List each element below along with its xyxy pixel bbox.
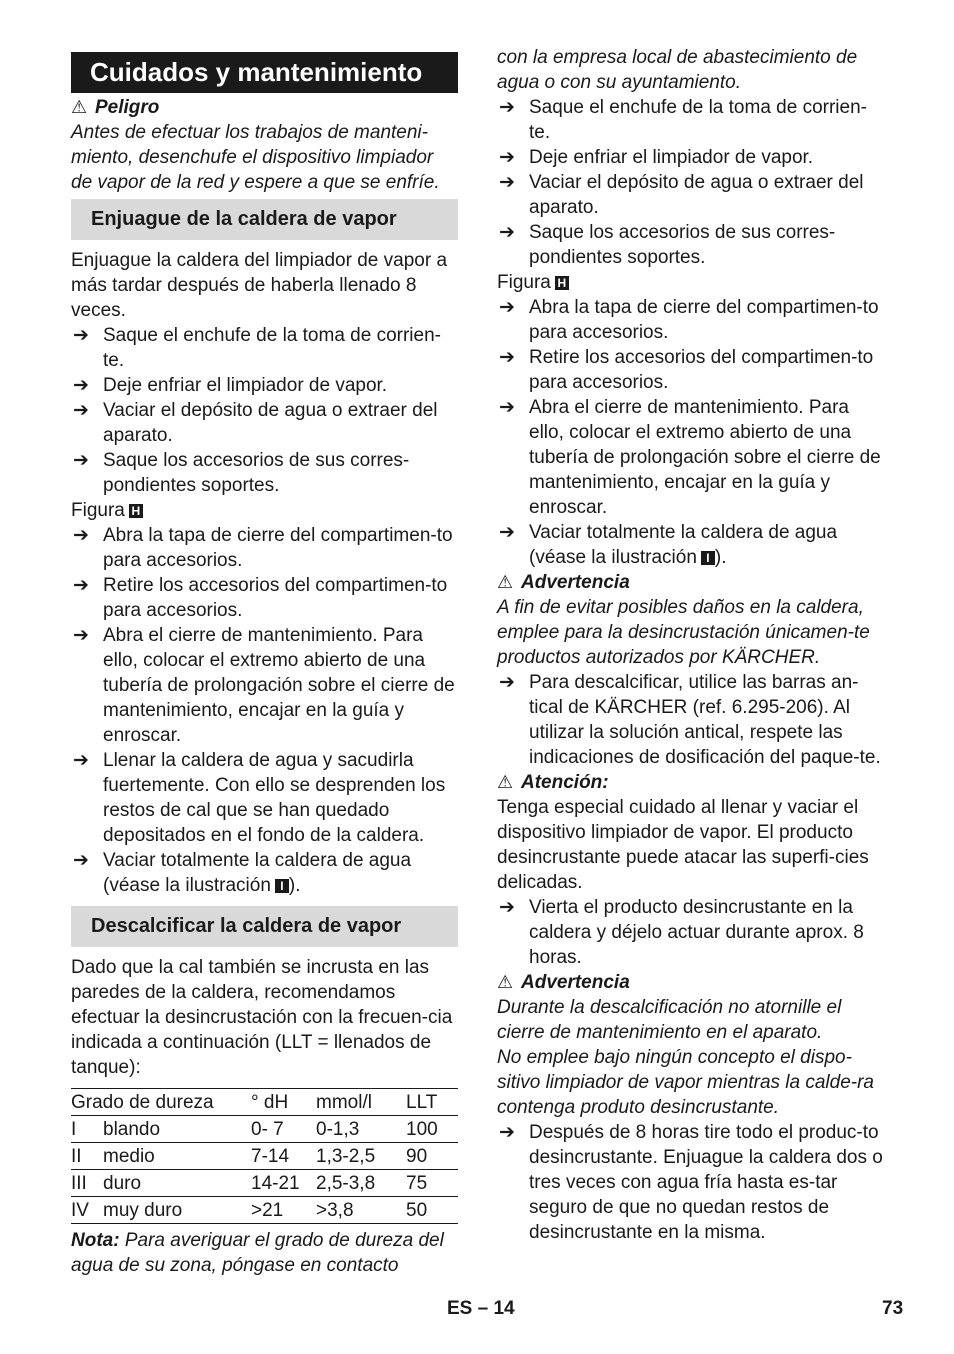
list-item: ➔ Abra el cierre de mantenimiento. Para ello, colocar el extremo abierto de una tubería de prolongación sobre el cierre de mantenimiento, encajar en la guía y enroscar. bbox=[73, 625, 455, 746]
left-column bbox=[71, 45, 458, 1278]
arrow-right-icon: ➔ bbox=[499, 97, 515, 118]
section-intro-descalcificar: Dado que la cal también se incrusta en las paredes de la caldera, recomendamos efectuar la desincrustación con la frecuen-cia indicada a continuación (LLT = llenados de tanque): bbox=[71, 957, 453, 1078]
warning-triangle-icon: ⚠ bbox=[71, 97, 88, 117]
arrow-right-icon: ➔ bbox=[499, 297, 515, 318]
table-row bbox=[71, 1170, 458, 1197]
warning-triangle-icon: ⚠ bbox=[497, 972, 514, 992]
arrow-right-icon: ➔ bbox=[73, 400, 89, 421]
warning-peligro-text: Antes de efectuar los trabajos de manteni-miento, desenchufe el dispositivo limpiador de vapor de la red y espere a que se enfríe. bbox=[71, 122, 440, 193]
arrow-right-icon: ➔ bbox=[499, 222, 515, 243]
table-cell: blando bbox=[103, 1116, 251, 1143]
arrow-right-icon: ➔ bbox=[73, 450, 89, 471]
steps-list-b bbox=[71, 523, 458, 898]
list-item: ➔ Saque el enchufe de la toma de corrien-te. bbox=[73, 325, 441, 371]
list-item: ➔ Abra el cierre de mantenimiento. Para ello, colocar el extremo abierto de una tubería de prolongación sobre el cierre de mantenimiento, encajar en la guía y enroscar. bbox=[499, 397, 881, 518]
table-row bbox=[71, 1143, 458, 1170]
footer-section-page: ES – 14 bbox=[447, 1298, 515, 1319]
figure-ref-badge: I bbox=[701, 551, 715, 565]
table-cell: II bbox=[71, 1143, 103, 1170]
arrow-right-icon: ➔ bbox=[73, 375, 89, 396]
arrow-right-icon: ➔ bbox=[499, 522, 515, 543]
figure-label: Figura H bbox=[71, 498, 458, 523]
table-cell: >21 bbox=[251, 1197, 316, 1224]
table-cell: muy duro bbox=[103, 1197, 251, 1224]
warning-advertencia-2: ⚠ Advertencia bbox=[497, 972, 630, 993]
list-item: ➔ Deje enfriar el limpiador de vapor. bbox=[499, 147, 814, 168]
table-header: mmol/l bbox=[316, 1089, 406, 1116]
list-item: ➔ Para descalcificar, utilice las barras an-tical de KÄRCHER (ref. 6.295-206). Al utilizar la solución antical, respete las indicaciones de dosificación del paque-te. bbox=[499, 672, 881, 768]
warning-triangle-icon: ⚠ bbox=[497, 572, 514, 592]
list-item: ➔ Abra la tapa de cierre del compartimen-to para accesorios. bbox=[499, 297, 879, 343]
list-item: ➔ Retire los accesorios del compartimen-to para accesorios. bbox=[73, 575, 448, 621]
arrow-right-icon: ➔ bbox=[73, 850, 89, 871]
list-item: ➔ Retire los accesorios del compartimen-to para accesorios. bbox=[499, 347, 874, 393]
warning-advertencia-2-text1: Durante la descalcificación no atornille el cierre de mantenimiento en el aparato. bbox=[497, 997, 842, 1043]
arrow-right-icon: ➔ bbox=[73, 750, 89, 771]
table-cell: III bbox=[71, 1170, 103, 1197]
list-item: ➔ Vaciar el depósito de agua o extraer del aparato. bbox=[499, 172, 864, 218]
table-cell: >3,8 bbox=[316, 1197, 406, 1224]
steps-list-a bbox=[71, 323, 458, 498]
table-cell: 0-1,3 bbox=[316, 1116, 406, 1143]
list-item: ➔ Vierta el producto desincrustante en la caldera y déjelo actuar durante aprox. 8 horas. bbox=[499, 897, 864, 968]
table-header: ° dH bbox=[251, 1089, 316, 1116]
arrow-right-icon: ➔ bbox=[73, 325, 89, 346]
arrow-right-icon: ➔ bbox=[499, 347, 515, 368]
figure-ref-badge: I bbox=[275, 879, 289, 893]
table-row bbox=[71, 1197, 458, 1224]
table-cell: I bbox=[71, 1116, 103, 1143]
arrow-right-icon: ➔ bbox=[73, 525, 89, 546]
list-item: ➔ Llenar la caldera de agua y sacudirla fuertemente. Con ello se desprenden los restos de cal que se han quedado depositados en el fondo de la caldera. bbox=[73, 750, 446, 846]
table-cell: 2,5-3,8 bbox=[316, 1170, 406, 1197]
page-title: Cuidados y mantenimiento bbox=[71, 52, 458, 93]
list-item: ➔ Abra la tapa de cierre del compartimen-to para accesorios. bbox=[73, 525, 453, 571]
section-heading-descalcificar: Descalcificar la caldera de vapor bbox=[71, 906, 458, 947]
table-cell: 14-21 bbox=[251, 1170, 316, 1197]
warning-advertencia-1-text: A fin de evitar posibles daños en la caldera, emplee para la desincrustación únicamen-te productos autorizados por KÄRCHER. bbox=[497, 597, 870, 668]
section-intro-enjuague: Enjuague la caldera del limpiador de vapor a más tardar después de haberla llenado 8 veces. bbox=[71, 250, 448, 321]
warning-atencion: ⚠ Atención: bbox=[497, 772, 609, 793]
list-item: ➔ Después de 8 horas tire todo el produc-to desincrustante. Enjuague la caldera dos o tres veces con agua fría hasta es-tar seguro de que no quedan restos de desincrustante en la misma. bbox=[499, 1122, 883, 1243]
table-cell: 50 bbox=[406, 1197, 458, 1224]
table-cell: 75 bbox=[406, 1170, 458, 1197]
warning-atencion-text: Tenga especial cuidado al llenar y vaciar el dispositivo limpiador de vapor. El producto desincrustante puede atacar las superfi-cies delicadas. bbox=[497, 797, 869, 893]
steps-list-c bbox=[497, 95, 884, 270]
list-item: ➔ Saque los accesorios de sus corres-pondientes soportes. bbox=[73, 450, 410, 496]
hardness-table bbox=[71, 1088, 458, 1224]
warning-advertencia-1: ⚠ Advertencia bbox=[497, 572, 630, 593]
figure-label: Figura H bbox=[497, 270, 884, 295]
right-column bbox=[497, 45, 884, 1245]
table-cell: medio bbox=[103, 1143, 251, 1170]
warning-peligro: ⚠ Peligro bbox=[71, 97, 160, 118]
arrow-right-icon: ➔ bbox=[499, 672, 515, 693]
list-item: ➔ Vaciar totalmente la caldera de agua (véase la ilustración I ). bbox=[499, 522, 838, 568]
arrow-right-icon: ➔ bbox=[499, 172, 515, 193]
table-cell: 0- 7 bbox=[251, 1116, 316, 1143]
note-continuation: con la empresa local de abastecimiento de agua o con su ayuntamiento. bbox=[497, 47, 858, 93]
table-header: LLT bbox=[406, 1089, 458, 1116]
list-item: ➔ Saque los accesorios de sus corres-pondientes soportes. bbox=[499, 222, 836, 268]
arrow-right-icon: ➔ bbox=[73, 575, 89, 596]
figure-ref-badge: H bbox=[555, 276, 569, 290]
steps-list-d bbox=[497, 295, 884, 570]
warning-triangle-icon: ⚠ bbox=[497, 772, 514, 792]
section-heading-enjuague: Enjuague de la caldera de vapor bbox=[71, 199, 458, 240]
list-item: ➔ Deje enfriar el limpiador de vapor. bbox=[73, 375, 388, 396]
arrow-right-icon: ➔ bbox=[499, 397, 515, 418]
arrow-right-icon: ➔ bbox=[73, 625, 89, 646]
table-cell: 1,3-2,5 bbox=[316, 1143, 406, 1170]
list-item: ➔ Saque el enchufe de la toma de corrien-te. bbox=[499, 97, 867, 143]
table-header: Grado de dureza bbox=[71, 1089, 251, 1116]
table-row bbox=[71, 1116, 458, 1143]
warning-advertencia-2-text2: No emplee bajo ningún concepto el dispo-sitivo limpiador de vapor mientras la calde-ra contenga produto desincrustante. bbox=[497, 1047, 874, 1118]
arrow-right-icon: ➔ bbox=[499, 897, 515, 918]
footer-page-number: 73 bbox=[882, 1298, 904, 1319]
table-header-row bbox=[71, 1089, 458, 1116]
figure-ref-badge: H bbox=[129, 504, 143, 518]
table-cell: duro bbox=[103, 1170, 251, 1197]
list-item: ➔ Vaciar el depósito de agua o extraer del aparato. bbox=[73, 400, 438, 446]
table-cell: 7-14 bbox=[251, 1143, 316, 1170]
table-cell: IV bbox=[71, 1197, 103, 1224]
arrow-right-icon: ➔ bbox=[499, 147, 515, 168]
list-item: ➔ Vaciar totalmente la caldera de agua (véase la ilustración I ). bbox=[73, 850, 412, 896]
arrow-right-icon: ➔ bbox=[499, 1122, 515, 1143]
note-paragraph: Nota: Para averiguar el grado de dureza del agua de su zona, póngase en contacto bbox=[71, 1230, 444, 1276]
table-cell: 100 bbox=[406, 1116, 458, 1143]
table-cell: 90 bbox=[406, 1143, 458, 1170]
